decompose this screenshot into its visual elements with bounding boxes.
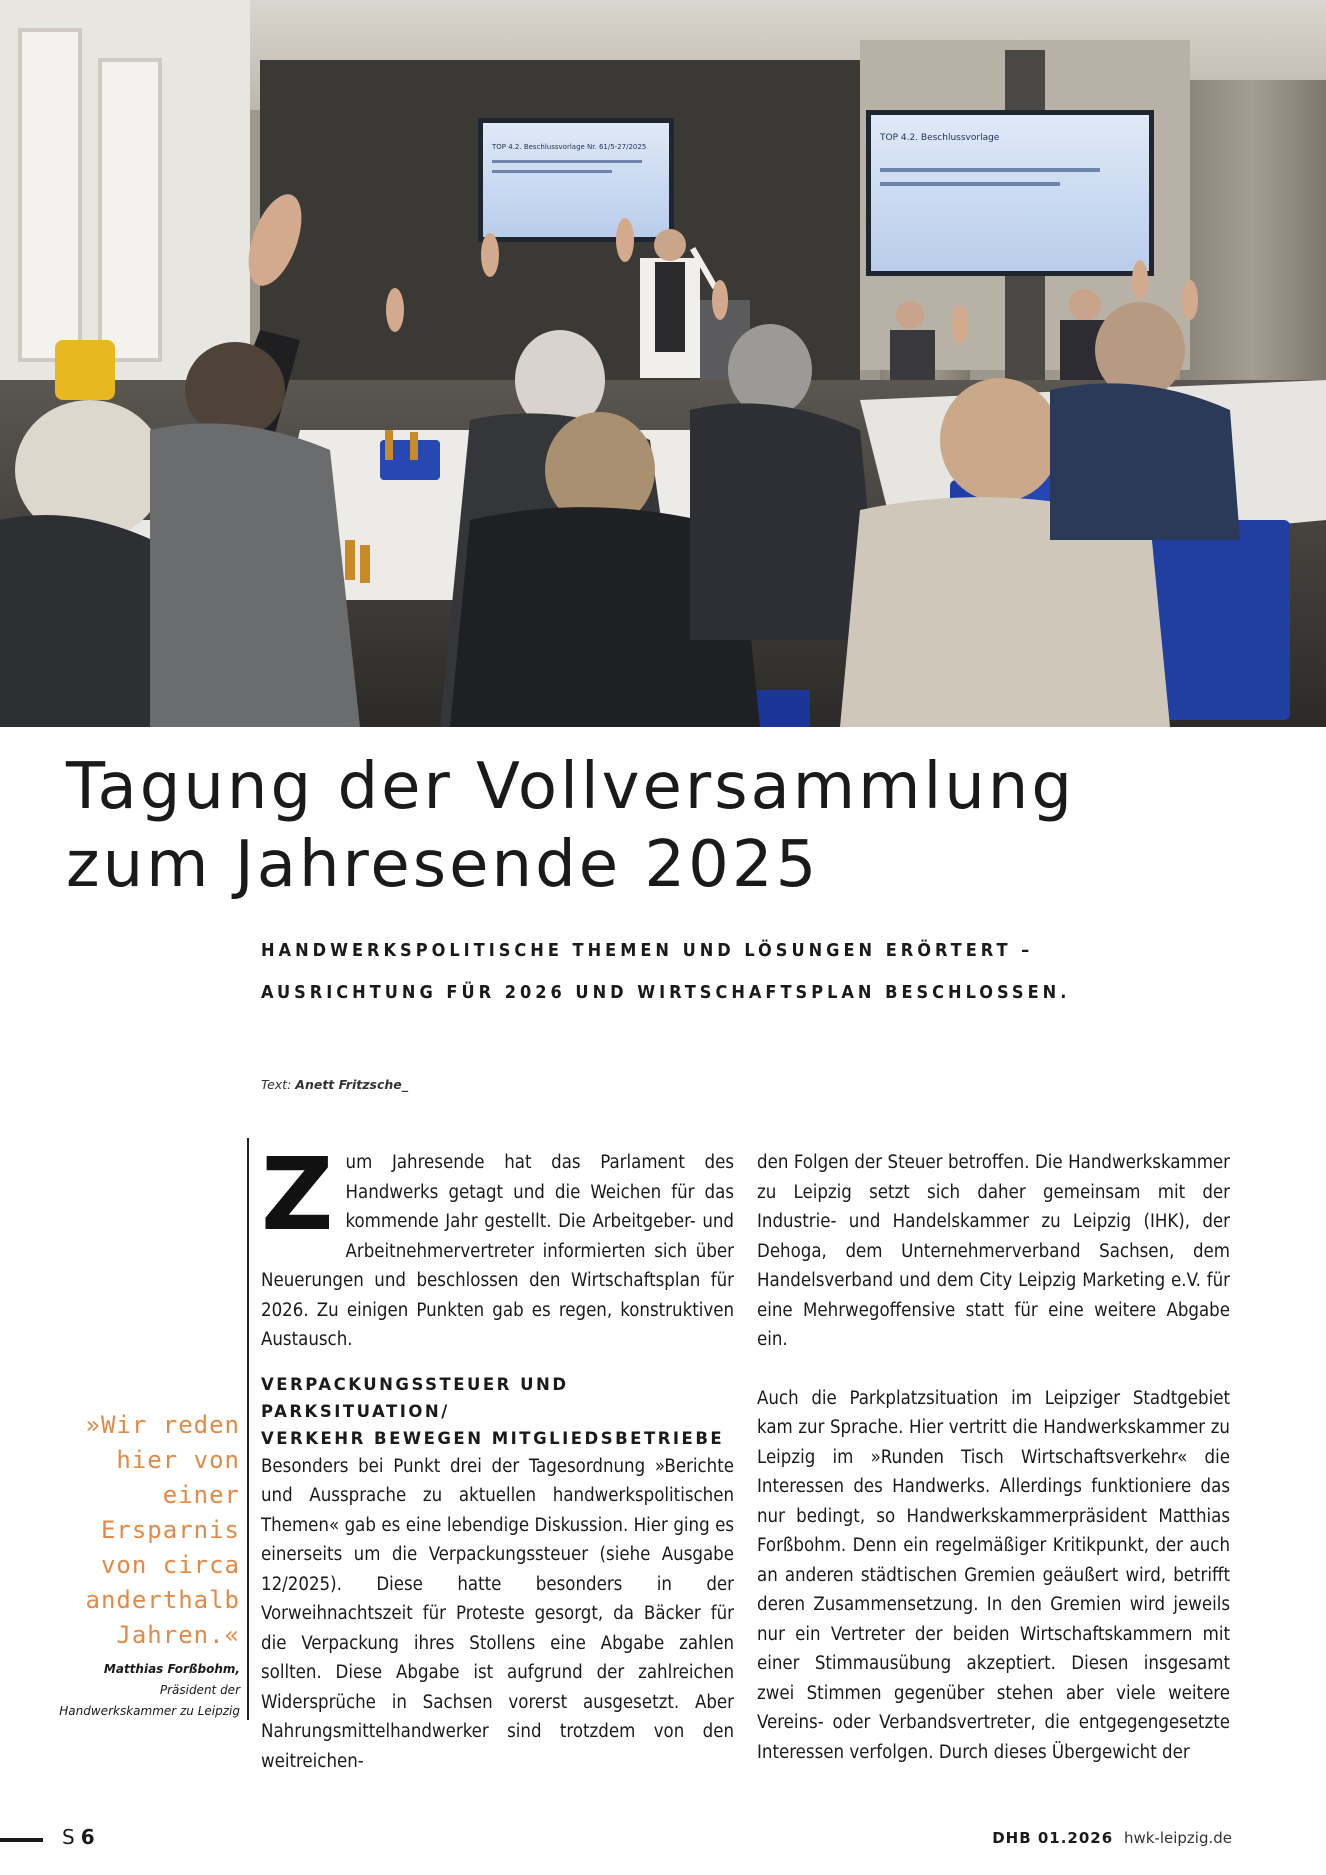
slide-right-title: TOP 4.2. Beschlussvorlage (880, 133, 1000, 143)
website-link[interactable]: hwk-leipzig.de (1123, 1829, 1232, 1847)
section-subhead (261, 1371, 734, 1452)
page-prefix: S (62, 1825, 75, 1849)
byline (261, 1077, 408, 1092)
title-line-2: zum Jahresende 2025 (66, 828, 820, 902)
hero-photo (0, 0, 1326, 727)
subhead-line-2: VERKEHR BEWEGEN MITGLIEDSBETRIEBE (261, 1428, 725, 1448)
subtitle-line-1: HANDWERKSPOLITISCHE THEMEN UND LÖSUNGEN ERÖRTERT – (261, 940, 1034, 961)
page-number (62, 1825, 95, 1849)
article-title (66, 748, 1286, 904)
article-subtitle (261, 930, 1161, 1014)
slide-left-title: TOP 4.2. Beschlussvorlage Nr. 61/5-27/2025 (492, 143, 647, 151)
drop-cap: Z (261, 1136, 334, 1253)
paragraph-packaging-tax: Besonders bei Punkt drei der Tagesordnung »Berichte und Aussprache zu aktuellen handwerkspolitischen Themen« gab es eine lebendige Diskussion. Hier ging es einerseits um die Verpackungssteuer (siehe Ausgabe 12/2025). Diese hatte besonders in der Vorweihnachtszeit für Proteste gesorgt, da Bäcker für die Verpackung ihres Stollens eine Abgabe zahlen sollten. Diese Abgabe ist aufgrund der zahlreichen Widersprüche in Sachsen vorerst ausgesetzt. Aber Nahrungsmittelhandwerker sind trotzdem von den weitreichen- (261, 1455, 734, 1772)
footer-bar (0, 1838, 43, 1842)
title-line-1: Tagung der Vollversammlung (66, 750, 1075, 824)
paragraph-parking: Auch die Parkplatzsituation im Leipziger Stadtgebiet kam zur Sprache. Hier vertritt die Handwerkskammer zu Leipzig im »Runden Tisch Wirtschaftsverkehr« die Interessen des Handwerks. Allerdings funktioniere das nur bedingt, so Handwerkskammerpräsident Matthias Forßbohm. Denn ein regelmäßiger Kritikpunkt, der auch an anderen städtischen Gremien geäußert wird, betrifft deren Zusammensetzung. In den Gremien wird jeweils nur ein Vertreter der beiden Wirtschaftskammern mit einer Stimmausübung akzeptiert. Diesen insgesamt zwei Stimmen gegenüber stehen aber viele weitere Vereins- oder Verbandsvertreter, die entgegengesetzte Interessen verfolgen. Durch dieses Übergewicht der (757, 1387, 1230, 1763)
paragraph-tax-consequences: den Folgen der Steuer betroffen. Die Handwerkskammer zu Leipzig setzt sich daher gemeinsam mit der Industrie- und Handelskammer zu Leipzig (IHK), der Dehoga, dem Unternehmerverband Sachsen, dem Handelsverband und dem City Leipzig Marketing e.V. für eine Mehrwegoffensive statt für eine weitere Abgabe ein. (757, 1152, 1230, 1350)
pull-quote: »Wir reden hier von einer Ersparnis von circa anderthalb Jahren.« (85, 1411, 240, 1649)
page-number-value: 6 (80, 1825, 95, 1849)
quote-author-role: Präsident der Handwerkskammer zu Leipzig (59, 1683, 240, 1718)
byline-label: Text: (261, 1077, 292, 1092)
column-divider (247, 1138, 249, 1720)
body-column-left (261, 1136, 734, 1776)
subtitle-line-2: AUSRICHTUNG FÜR 2026 UND WIRTSCHAFTSPLAN BESCHLOSSEN. (261, 982, 1071, 1003)
body-column-right (757, 1148, 1230, 1767)
subhead-line-1: VERPACKUNGSSTEUER UND PARKSITUATION/ (261, 1374, 569, 1421)
pull-quote-attribution (40, 1659, 240, 1722)
footer-publication (992, 1829, 1232, 1847)
quote-author-name: Matthias Forßbohm, (103, 1662, 240, 1676)
paragraph-intro: um Jahresende hat das Parlament des Handwerks getagt und die Weichen für das kommende Jahr gestellt. Die Arbeitgeber- und Arbeitnehmervertreter informierten sich über Neuerungen und beschlossen den Wirtschaftsplan für 2026. Zu einigen Punkten gab es regen, konstruktiven Austausch. (261, 1152, 734, 1350)
byline-author: Anett Fritzsche_ (295, 1077, 408, 1092)
issue-label: DHB 01.2026 (992, 1829, 1114, 1847)
